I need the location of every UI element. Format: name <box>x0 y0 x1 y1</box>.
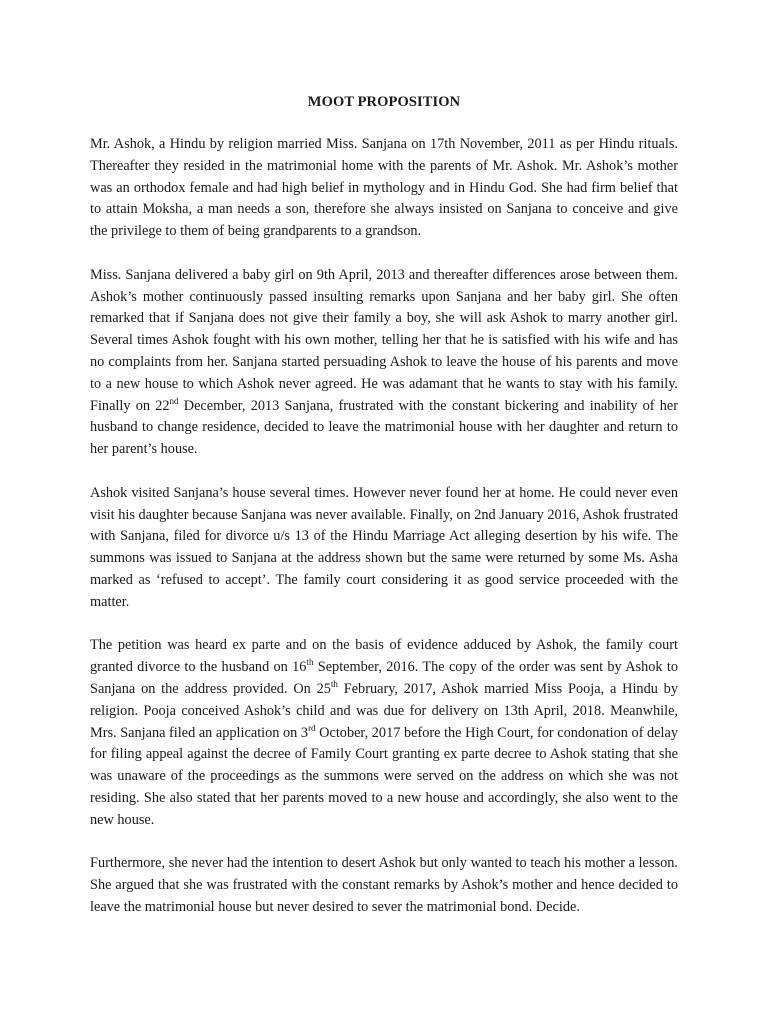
paragraph-text: Furthermore, she never had the intention to desert Ashok but only wanted to teach his mother a lesson. She argued that she was frustrated with the constant remarks by Ashok’s mother and hence decided to leave the matrimonial house but never desired to sever the matrimonial bond. Decide. <box>90 855 678 915</box>
paragraph <box>90 265 678 461</box>
paragraph-text: October, 2017 before the High Court, for condonation of delay for filing appeal against the decree of Family Court granting ex parte decree to Ashok stating that she was unaware of the proceedings as the summons were served on the address on which she was not residing. She also stated that her parents moved to a new house and accordingly, she also went to the new house. <box>90 724 678 828</box>
paragraph-text: Ashok visited Sanjana’s house several times. However never found her at home. He could never even visit his daughter because Sanjana was never available. Finally, on 2nd January 2016, Ashok frustrated with Sanjana, filed for divorce u/s 13 of the Hindu Marriage Act alleging desertion by his wife. The summons was issued to Sanjana at the address shown but the same were returned by some Ms. Asha marked as ‘refused to accept’. The family court considering it as good service proceeded with the matter. <box>90 484 678 610</box>
paragraph <box>90 853 678 918</box>
paragraph-text: The petition was heard ex parte and on the basis of evidence adduced by Ashok, the family court granted divorce to the husband on 16 <box>90 637 678 676</box>
paragraph-text: Miss. Sanjana delivered a baby girl on 9th April, 2013 and thereafter differences arose between them. Ashok’s mother continuously passed insulting remarks upon Sanjana and her baby girl. She often remarked that if Sanjana does not give their family a boy, she will ask Ashok to marry another girl. Several times Ashok fought with his own mother, telling her that he is satisfied with his wife and has no complaints from her. Sanjana started persuading Ashok to leave the house of his parents and move to a new house to which Ashok never agreed. He was adamant that he wants to stay with his family. Finally on 22 <box>90 266 678 414</box>
ordinal-superscript: nd <box>169 395 179 406</box>
paragraph-text: September, 2016. The copy of the order was sent by Ashok to Sanjana on the address provided. On 25 <box>90 659 678 697</box>
paragraph <box>90 483 678 614</box>
ordinal-superscript: th <box>306 657 314 668</box>
page-title: MOOT PROPOSITION <box>307 94 461 110</box>
paragraph-text: February, 2017, Ashok married Miss Pooja, a Hindu by religion. Pooja conceived Ashok’s child and was due for delivery on 13th April, 2018. Meanwhile, Mrs. Sanjana filed an application on 3 <box>90 680 678 741</box>
paragraph <box>90 635 678 831</box>
document-body <box>90 134 678 940</box>
paragraph <box>90 134 678 243</box>
paragraph-text: December, 2013 Sanjana, frustrated with the constant bickering and inability of her husband to change residence, decided to leave the matrimonial house with her daughter and return to her parent’s house. <box>90 397 678 458</box>
ordinal-superscript: rd <box>308 722 316 733</box>
ordinal-superscript: th <box>330 679 338 690</box>
paragraph-text: Mr. Ashok, a Hindu by religion married Miss. Sanjana on 17th November, 2011 as per Hindu rituals. Thereafter they resided in the matrimonial home with the parents of Mr. Ashok. Mr. Ashok’s mother was an orthodox female and had high belief in mythology and in Hindu God. She had firm belief that to attain Moksha, a man needs a son, therefore she always insisted on Sanjana to conceive and give the privilege to them of being grandparents to a grandson. <box>90 136 678 240</box>
